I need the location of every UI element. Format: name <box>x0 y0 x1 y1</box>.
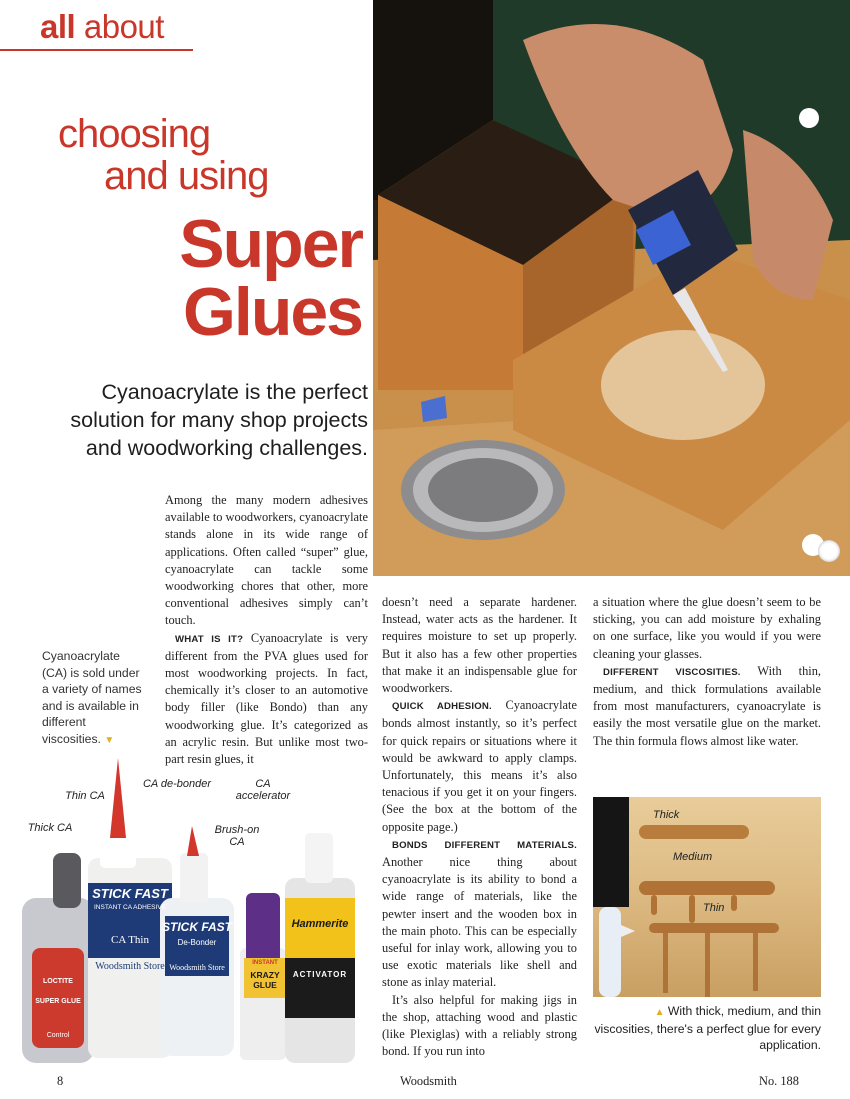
subhead-viscosities: DIFFERENT VISCOSITIES. <box>603 666 741 678</box>
issue-number: No. 188 <box>759 1074 799 1088</box>
deck-line-3: and woodworking challenges. <box>85 436 368 460</box>
side-caption <box>42 648 142 749</box>
viscosities-text: With thin, medium, and thick formulations available from most manufacturers, cyanoacrylate is easily the most versatile glue on the market. The thin formula flows almost like water. <box>593 663 821 748</box>
viscosities-paragraph <box>593 663 821 750</box>
label-woodsmith-store-1: Woodsmith Store <box>95 961 165 972</box>
title-line-3: Super <box>179 206 362 282</box>
viscosity-caption-text: With thick, medium, and thin viscosities, there's a perfect glue for every application. <box>594 1004 821 1052</box>
subhead-what-is-it: WHAT IS IT? <box>175 633 244 645</box>
punch-hole-icon <box>818 540 840 562</box>
label-ca-thin: CA Thin <box>110 934 149 946</box>
what-is-it-paragraph <box>165 630 368 769</box>
subhead-quick-adhesion: QUICK ADHESION. <box>392 701 492 713</box>
viscosity-thick-label: Thick <box>653 809 680 821</box>
deck-line-2: solution for many shop projects <box>70 408 368 432</box>
label-stick-fast-2: STICK FAST <box>161 920 232 934</box>
section-tag-light: about <box>83 8 164 45</box>
viscosity-medium-label: Medium <box>673 851 713 863</box>
label-hammerite: Hammerite <box>291 918 349 930</box>
deck-line-1: Cyanoacrylate is the perfect <box>101 380 368 404</box>
label-instant-ca: INSTANT CA ADHESIVE <box>93 904 166 911</box>
callout-thick-ca: Thick CA <box>27 822 73 834</box>
what-is-it-text: Cyanoacrylate is very different from the PVA glues used for most woodworking projects. In fact, chemically it’s closer to an automotive body filler (like Bondo) than any woodworking glue. It’s categorized as an acrylic resin. But unlike most two-part resin glues, it <box>165 630 368 767</box>
col2-paragraph-4: It’s also helpful for making jigs in the shop, attaching wood and plastic (like Plexiglas) with a reliably strong bond. If you run into <box>382 992 577 1059</box>
label-de-bonder: De-Bonder <box>177 938 217 947</box>
page-number: 8 <box>57 1074 64 1088</box>
subhead-bonds-materials: BONDS DIFFERENT MATERIALS. <box>392 839 577 851</box>
section-tag-bold: all <box>40 8 76 45</box>
deck <box>28 378 368 462</box>
viscosity-illustration <box>593 797 821 997</box>
callout-accelerator: CA accelerator <box>235 778 291 802</box>
label-krazy-glue: KRAZY GLUE <box>250 970 280 990</box>
bonds-materials-paragraph <box>382 836 577 992</box>
main-photo <box>373 0 850 576</box>
label-instant: INSTANT <box>252 960 278 966</box>
section-rule <box>0 49 193 51</box>
body-column-3 <box>593 594 821 750</box>
intro-paragraph: Among the many modern adhesives available to woodworkers, cyanoacrylate stands alone in its wide range of applications. Often called “super” glue, cyanoacrylate can tackle some woodworking chores that other, more conventional adhesives simply can’t touch. <box>165 493 368 628</box>
viscosity-caption <box>593 1003 821 1053</box>
title-line-4: Glues <box>183 274 362 350</box>
col2-paragraph-1: doesn’t need a separate hardener. Instead, water acts as the hardener. It requires moisture to set up properly. But it also has a few other properties that make it an indispensable glue for woodworkers. <box>382 595 577 696</box>
body-column-1 <box>165 492 368 768</box>
label-woodsmith-store-2: Woodsmith Store <box>169 963 225 972</box>
quick-adhesion-text: Cyanoacrylate bonds almost instantly, so it’s perfect for quick repairs or situations where it would be awkward to apply clamps. Unfortunately, this means it’s also tenacious if you get it on your fingers. (See the box at the bottom of the opposite page.) <box>382 698 577 834</box>
side-caption-text: Cyanoacrylate (CA) is sold under a variety of names and is available in different viscosities. <box>42 649 142 746</box>
viscosity-photo <box>593 797 821 997</box>
main-photo-illustration <box>373 0 850 576</box>
title-line-1: choosing <box>58 112 211 156</box>
quick-adhesion-paragraph <box>382 697 577 836</box>
footer-brand: Woodsmith <box>400 1074 457 1088</box>
down-arrow-icon: ▼ <box>104 734 115 746</box>
viscosity-thin-label: Thin <box>703 902 725 914</box>
section-tag <box>40 8 164 46</box>
title-line-2: and using <box>104 154 269 198</box>
label-loctite: LOCTITE <box>43 978 73 985</box>
label-activator: ACTIVATOR <box>292 970 348 979</box>
bottles-photo <box>0 758 370 1070</box>
col3-paragraph-1: a situation where the glue doesn’t seem to be sticking, you can add moisture by exhaling on one surface, like you would if you were cleaning your glasses. <box>593 595 821 661</box>
label-super-glue: SUPER GLUE <box>35 998 81 1005</box>
body-column-2 <box>382 594 577 1060</box>
label-control: Control <box>46 1032 70 1039</box>
label-stick-fast: STICK FAST <box>92 886 168 901</box>
bonds-materials-text: Another nice thing about cyanoacrylate is its ability to bond a wide range of materials, like the pewter insert and the wooden box in the main photo. This can be especially useful for inlay work, allowing you to use exotic materials like shell and stone as inlay material. <box>382 855 577 990</box>
callout-debonder: CA de-bonder <box>142 778 212 790</box>
callout-brush-on: Brush-on CA <box>214 824 260 848</box>
callout-thin-ca: Thin CA <box>65 790 105 802</box>
bottles-illustration <box>0 758 370 1070</box>
up-arrow-icon: ▲ <box>654 1007 665 1018</box>
